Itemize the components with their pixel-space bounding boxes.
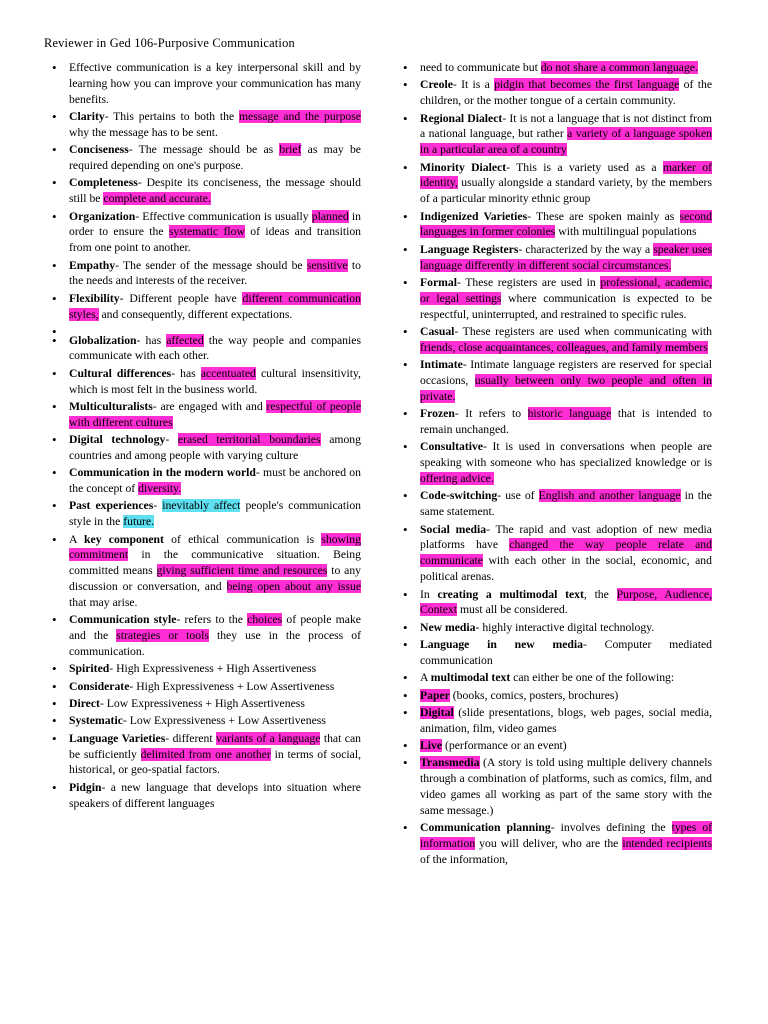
text-fragment: Effective communication is a key interpersonal skill and by learning how you can improve your communication has many benefits. bbox=[69, 61, 361, 106]
text-fragment: Creole bbox=[420, 78, 453, 92]
text-fragment: - highly interactive digital technology. bbox=[475, 620, 655, 634]
text-fragment: Social media bbox=[420, 522, 487, 536]
text-fragment: In bbox=[420, 587, 438, 601]
text-fragment: key component bbox=[84, 532, 164, 546]
text-fragment: - are engaged with and bbox=[152, 399, 267, 413]
text-fragment: planned bbox=[311, 209, 349, 223]
text-fragment: Regional Dialect bbox=[420, 111, 503, 125]
list-item bbox=[44, 532, 361, 611]
text-fragment: - The message should be as bbox=[128, 143, 280, 157]
text-fragment: professional, academic, or legal settings bbox=[420, 275, 712, 305]
text-fragment: systematic flow bbox=[168, 225, 245, 239]
text-fragment: in order to ensure the bbox=[69, 209, 361, 239]
left-bullet-list bbox=[44, 60, 361, 811]
text-fragment: Digital bbox=[420, 705, 454, 719]
text-fragment: of people make and the bbox=[69, 613, 361, 643]
text-fragment: Empathy bbox=[69, 258, 116, 272]
text-fragment: - Intimate language registers are reserved for special occasions, bbox=[420, 358, 712, 388]
list-item bbox=[395, 670, 712, 686]
text-fragment: Communication planning bbox=[420, 821, 551, 835]
text-fragment: Casual bbox=[420, 325, 455, 338]
text-fragment: - Despite its conciseness, the message should still be bbox=[69, 176, 361, 206]
text-fragment: Language Varieties bbox=[69, 731, 166, 745]
text-fragment: can either be one of the following: bbox=[510, 671, 675, 685]
text-fragment: - bbox=[165, 433, 178, 447]
list-item bbox=[44, 679, 361, 695]
text-fragment: friends, close acquaintances, colleagues, and family members bbox=[420, 340, 708, 354]
text-fragment: Communication style bbox=[69, 613, 177, 627]
text-fragment: - Effective communication is usually bbox=[135, 209, 312, 223]
text-fragment: with each other in the social, economic, and political arenas. bbox=[420, 554, 712, 584]
text-fragment: Systematic bbox=[69, 714, 123, 728]
text-fragment: - Different people have bbox=[119, 291, 243, 305]
text-fragment: usually between only two people and often in private. bbox=[420, 374, 712, 403]
page-title: Reviewer in Ged 106-Purposive Communication bbox=[44, 36, 295, 50]
text-fragment: New media bbox=[420, 620, 476, 634]
text-fragment: - Computer mediated communication bbox=[420, 638, 712, 667]
text-fragment: inevitably affect bbox=[162, 499, 241, 513]
text-fragment: (books, comics, posters, brochures) bbox=[449, 688, 619, 702]
text-fragment: - These registers are used in bbox=[457, 275, 601, 289]
list-item bbox=[395, 209, 712, 241]
text-fragment: , the bbox=[583, 587, 617, 601]
text-fragment: - Low Expressiveness + High Assertiveness bbox=[99, 697, 305, 711]
text-fragment: Clarity bbox=[69, 110, 105, 124]
list-item bbox=[395, 160, 712, 208]
text-fragment: as may be required depending on one's purpose. bbox=[69, 143, 361, 173]
list-item bbox=[44, 713, 361, 729]
text-fragment: Purpose, Audience, Context bbox=[420, 587, 713, 617]
text-fragment: - has bbox=[171, 366, 201, 380]
list-item bbox=[395, 637, 712, 669]
text-fragment: (A story is told using multiple delivery channels through a combination of platforms, such as comics, film, and video games all working as part of the same story with the same message.) bbox=[420, 756, 712, 817]
text-fragment: - It is not a language that is not distinct from a national language, but rather bbox=[420, 111, 712, 141]
list-item bbox=[395, 439, 712, 487]
text-fragment: strategies or tools bbox=[116, 629, 209, 643]
text-fragment: - The sender of the message should be bbox=[115, 258, 307, 272]
text-fragment: people's communication style in the bbox=[69, 499, 362, 529]
text-fragment: sensitive bbox=[306, 258, 348, 272]
list-item bbox=[395, 357, 712, 405]
text-fragment: (slide presentations, blogs, web pages, social media, animation, film, video games bbox=[420, 705, 712, 735]
text-fragment: Live bbox=[420, 739, 443, 753]
right-column bbox=[395, 60, 712, 869]
text-fragment: the way people and companies communicate with each other. bbox=[69, 333, 361, 363]
text-fragment: - This is a variety used as a bbox=[506, 160, 663, 174]
text-fragment: - different bbox=[165, 731, 217, 745]
list-item bbox=[44, 291, 361, 323]
list-item bbox=[44, 780, 361, 812]
text-fragment: - It is used in conversations when people are speaking with someone who has specialized knowledge or is bbox=[420, 440, 712, 470]
list-item bbox=[395, 620, 712, 636]
list-item bbox=[44, 399, 361, 431]
list-item bbox=[395, 275, 712, 323]
text-fragment: historic language bbox=[527, 407, 612, 421]
list-item bbox=[44, 60, 361, 108]
list-item bbox=[395, 406, 712, 438]
text-fragment: in terms of social, historical, or geo-spatial factors. bbox=[69, 747, 361, 777]
text-fragment: multimodal text bbox=[430, 671, 511, 685]
text-fragment: Formal bbox=[420, 275, 457, 289]
text-fragment: intended recipients bbox=[622, 837, 712, 851]
text-fragment: that may arise. bbox=[69, 596, 138, 609]
text-fragment: a variety of a language spoken in a particular area of a country bbox=[420, 127, 712, 157]
text-fragment: to any discussion or conversation, and bbox=[69, 564, 362, 594]
text-fragment: with multilingual populations bbox=[555, 225, 697, 239]
list-item bbox=[44, 258, 361, 290]
text-fragment: - involves defining the bbox=[550, 821, 672, 835]
text-fragment: why the message has to be sent. bbox=[69, 125, 218, 139]
list-item bbox=[44, 661, 361, 677]
text-fragment: - has bbox=[136, 333, 167, 347]
two-column-layout bbox=[44, 60, 724, 869]
text-fragment: where communication is expected to be respectful, uninterrupted, and restrained to specific rules. bbox=[420, 291, 712, 321]
text-fragment: need to communicate but bbox=[420, 61, 541, 74]
text-fragment: Organization bbox=[69, 209, 136, 223]
text-fragment: complete and accurate. bbox=[103, 192, 211, 206]
text-fragment: that can be sufficiently bbox=[69, 731, 362, 761]
list-item bbox=[44, 109, 361, 141]
text-fragment: changed the way people relate and communicate bbox=[420, 538, 712, 568]
text-fragment: affected bbox=[166, 333, 204, 347]
list-item bbox=[44, 432, 361, 464]
text-fragment: - It refers to bbox=[454, 407, 528, 421]
list-item bbox=[44, 498, 361, 530]
text-fragment: delimited from one another bbox=[140, 747, 271, 761]
text-fragment: - The rapid and vast adoption of new media platforms have bbox=[420, 522, 712, 552]
text-fragment: - It is a bbox=[452, 78, 495, 92]
list-item bbox=[395, 587, 712, 619]
text-fragment: they use in the process of communication. bbox=[69, 629, 362, 659]
text-fragment: creating a multimodal text bbox=[437, 587, 584, 601]
list-item bbox=[395, 820, 712, 868]
text-fragment: you will deliver, who are the bbox=[475, 837, 623, 851]
text-fragment: A bbox=[69, 532, 85, 546]
text-fragment: (performance or an event) bbox=[442, 739, 567, 753]
text-fragment: pidgin that becomes the first language bbox=[494, 78, 680, 92]
text-fragment: Spirited bbox=[69, 662, 110, 676]
text-fragment: future. bbox=[123, 515, 155, 529]
list-item bbox=[44, 366, 361, 398]
text-fragment: - bbox=[153, 499, 163, 513]
text-fragment: - These are spoken mainly as bbox=[527, 209, 680, 223]
list-item bbox=[44, 175, 361, 207]
text-fragment: A bbox=[420, 671, 431, 685]
text-fragment: Multiculturalists bbox=[69, 399, 153, 413]
text-fragment: Consultative bbox=[420, 440, 483, 454]
text-fragment: - must be anchored on the concept of bbox=[69, 466, 361, 496]
text-fragment: English and another language bbox=[538, 489, 681, 503]
text-fragment: message and the purpose bbox=[238, 110, 361, 124]
text-fragment: to the needs and interests of the receiver. bbox=[69, 258, 361, 288]
text-fragment: being open about any issue bbox=[226, 580, 362, 594]
text-fragment: Considerate bbox=[69, 679, 130, 693]
text-fragment: Past experiences bbox=[69, 499, 154, 513]
text-fragment: Completeness bbox=[69, 176, 138, 190]
text-fragment: Cultural differences bbox=[69, 366, 172, 380]
text-fragment: variants of a language bbox=[216, 731, 321, 745]
list-item bbox=[44, 209, 361, 257]
text-fragment: showing commitment bbox=[69, 532, 361, 562]
list-item bbox=[395, 705, 712, 737]
text-fragment: Paper bbox=[420, 688, 450, 702]
list-item bbox=[395, 60, 712, 76]
text-fragment: Direct bbox=[69, 697, 100, 711]
list-item bbox=[395, 111, 712, 159]
text-fragment: accentuated bbox=[200, 366, 256, 380]
text-fragment: of ethical communication is bbox=[163, 532, 322, 546]
text-fragment: Pidgin bbox=[69, 780, 102, 794]
list-spacer bbox=[44, 324, 361, 331]
list-item bbox=[395, 738, 712, 754]
text-fragment: - Low Expressiveness + Low Assertiveness bbox=[122, 714, 326, 728]
list-item bbox=[44, 333, 361, 365]
text-fragment: Transmedia bbox=[420, 756, 480, 770]
text-fragment: in the communicative situation. Being committed means bbox=[69, 548, 361, 578]
text-fragment: that is intended to remain unchanged. bbox=[420, 407, 712, 437]
list-item bbox=[44, 696, 361, 712]
text-fragment: Digital technology bbox=[69, 433, 166, 447]
text-fragment: second languages in former colonies bbox=[420, 209, 712, 239]
text-fragment: do not share a common language. bbox=[540, 61, 698, 74]
list-item bbox=[395, 488, 712, 520]
text-fragment: speaker uses language differently in different social circumstances. bbox=[420, 242, 712, 272]
text-fragment: Minority Dialect bbox=[420, 160, 507, 174]
text-fragment: marker of identity, bbox=[420, 160, 712, 190]
text-fragment: Language Registers bbox=[420, 242, 519, 256]
text-fragment: - These registers are used when communicating with bbox=[454, 325, 712, 338]
list-item bbox=[395, 688, 712, 704]
text-fragment: diversity. bbox=[138, 482, 182, 496]
text-fragment: Conciseness bbox=[69, 143, 129, 157]
text-fragment: of ideas and transition from one point to another. bbox=[69, 225, 362, 255]
text-fragment: cultural insensitivity, which is most felt in the business world. bbox=[69, 366, 361, 396]
text-fragment: among countries and among people with varying culture bbox=[69, 433, 361, 462]
text-fragment: Flexibility bbox=[69, 291, 120, 305]
left-column bbox=[44, 60, 361, 813]
text-fragment: respectful of people with different cultures bbox=[69, 399, 362, 429]
text-fragment: Frozen bbox=[420, 407, 455, 421]
text-fragment: erased territorial boundaries bbox=[177, 433, 321, 447]
text-fragment: - characterized by the way a bbox=[518, 242, 654, 256]
text-fragment: Language in new media bbox=[420, 638, 584, 652]
text-fragment: of the information, bbox=[420, 853, 508, 866]
text-fragment: Intimate bbox=[420, 358, 463, 372]
list-item bbox=[395, 242, 712, 274]
list-item bbox=[44, 612, 361, 660]
text-fragment: - a new language that develops into situation where speakers of different languages bbox=[69, 780, 361, 810]
text-fragment: - refers to the bbox=[176, 613, 248, 627]
list-item bbox=[395, 522, 712, 585]
text-fragment: Communication in the modern world bbox=[69, 466, 256, 480]
list-item bbox=[395, 755, 712, 818]
text-fragment: giving sufficient time and resources bbox=[156, 564, 328, 578]
list-item bbox=[395, 77, 712, 109]
list-item bbox=[44, 142, 361, 174]
text-fragment: in the same statement. bbox=[420, 489, 712, 519]
text-fragment: brief bbox=[279, 143, 302, 157]
text-fragment: offering advice. bbox=[420, 472, 494, 486]
right-bullet-list bbox=[395, 60, 712, 868]
text-fragment: - High Expressiveness + Low Assertiveness bbox=[129, 679, 335, 693]
list-item bbox=[44, 731, 361, 779]
text-fragment: Code-switching bbox=[420, 489, 498, 503]
text-fragment: types of information bbox=[420, 821, 713, 851]
list-item bbox=[44, 465, 361, 497]
text-fragment: of the children, or the mother tongue of a certain community. bbox=[420, 78, 713, 108]
text-fragment: - This pertains to both the bbox=[104, 110, 239, 124]
text-fragment: Indigenized Varieties bbox=[420, 209, 528, 223]
text-fragment: and consequently, different expectations. bbox=[98, 307, 293, 321]
text-fragment: Globalization bbox=[69, 333, 137, 347]
text-fragment: must all be considered. bbox=[457, 603, 568, 617]
text-fragment: usually alongside a standard variety, by the members of a particular minority ethnic group bbox=[420, 176, 712, 206]
list-item bbox=[395, 324, 712, 356]
text-fragment: choices bbox=[247, 613, 283, 627]
text-fragment: - use of bbox=[497, 489, 539, 503]
text-fragment: different communication styles, bbox=[69, 291, 361, 321]
text-fragment: - High Expressiveness + High Assertiveness bbox=[109, 662, 317, 676]
